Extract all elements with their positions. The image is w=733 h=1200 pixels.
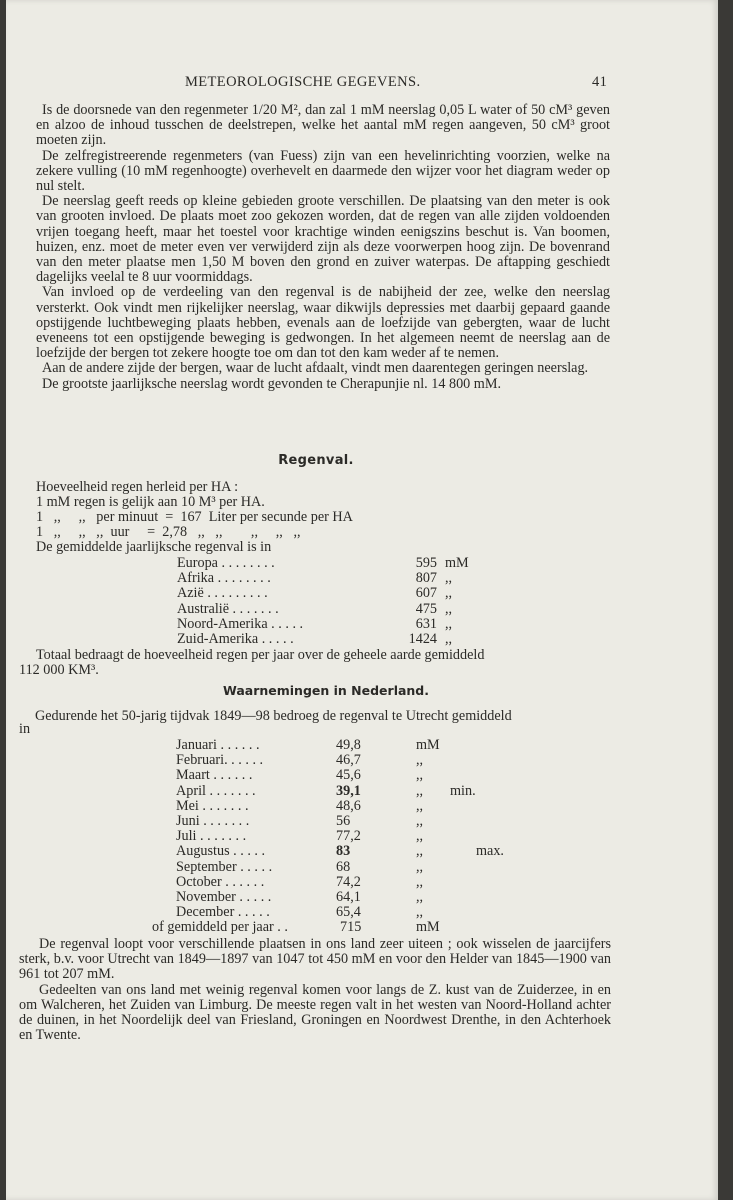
continent-value: 807	[415, 570, 437, 587]
continent-unit: ,,	[445, 585, 453, 602]
total-line-2: 112 000 KM³.	[19, 662, 99, 678]
month-unit: ,,	[416, 828, 424, 845]
paragraph-doorsnede: Is de doorsnede van den regenmeter 1/20 M², dan zal 1 mM neerslag 0,05 L water of 50 cM³ geven en alzoo de inhoud tusschen de deelstrepen, welke het aantal mM regen aangeven, 50 cM³ groot moeten zijn.	[36, 102, 610, 149]
continent-name: Azië . . . . . . . . .	[177, 585, 268, 602]
continent-row	[177, 556, 477, 571]
book-edge	[718, 0, 733, 1200]
month-row	[176, 799, 516, 814]
month-value: 49,8	[336, 737, 361, 753]
month-name: October . . . . . .	[176, 873, 265, 890]
month-row	[176, 844, 516, 859]
running-head: METEOROLOGISCHE GEGEVENS.	[185, 74, 421, 90]
month-unit: ,,	[416, 767, 424, 784]
paragraph-invloed: Van invloed op de verdeeling van den regenval is de nabijheid der zee, welke den neerslag versterkt. Ook vindt men rijkelijker neerslag, waar dikwijls depressies met daarbij gepaard gaande opstijgende luchtbeweging plaats hebben, evenals aan de loefzijde van gebergten, waar de lucht eveneens tot een opstijgende beweging is gedwongen. In het algemeen neemt de neerslag aan de loefzijde der bergen tot zekere hoogte toe om dan tot den kam weder af te nemen.	[36, 284, 610, 362]
continent-row	[177, 602, 477, 617]
month-row	[176, 753, 516, 768]
month-name: Juni . . . . . . .	[176, 813, 250, 829]
continent-unit: ,,	[445, 615, 453, 632]
month-row	[176, 875, 516, 890]
book-page	[6, 0, 718, 1200]
continent-row	[177, 571, 477, 586]
month-name: November . . . . .	[176, 889, 272, 905]
intro-section	[36, 103, 610, 392]
continent-unit: ,,	[445, 600, 453, 617]
continent-unit: mM	[445, 555, 469, 571]
continent-row	[177, 586, 477, 601]
month-name: Juli . . . . . . .	[176, 828, 247, 845]
month-row	[176, 768, 516, 783]
continent-name: Zuid-Amerika . . . . .	[177, 631, 294, 647]
month-value: 48,6	[336, 797, 361, 814]
month-name: December . . . . .	[176, 904, 270, 921]
year-unit: mM	[416, 919, 440, 936]
continent-value: 595	[415, 555, 437, 571]
paragraph-andere-zijde: Aan de andere zijde der bergen, waar de lucht afdaalt, vindt men daarentegen geringen neerslag.	[42, 360, 589, 377]
month-value: 64,1	[336, 889, 361, 905]
month-name: Januari . . . . . .	[176, 737, 260, 753]
month-unit: ,,	[416, 843, 424, 860]
month-name: Augustus . . . . .	[176, 843, 266, 860]
month-row	[176, 860, 516, 875]
month-value: 39,1	[336, 782, 361, 799]
utrecht-intro-line-1: Gedurende het 50-jarig tijdvak 1849—98 bedroeg de regenval te Utrecht gemiddeld	[35, 708, 512, 724]
month-name: September . . . . .	[176, 858, 273, 875]
month-row	[176, 738, 516, 753]
month-value: 65,4	[336, 904, 361, 921]
month-value: 74,2	[336, 873, 361, 890]
month-name: Maart . . . . . .	[176, 767, 253, 784]
month-unit: ,,	[416, 752, 424, 769]
closing-section	[19, 937, 611, 1043]
month-table	[152, 737, 516, 938]
continent-table	[177, 556, 477, 648]
continent-unit: ,,	[445, 631, 453, 647]
month-row	[176, 784, 516, 799]
continent-name: Europa . . . . . . . .	[177, 555, 275, 571]
continent-value: 607	[415, 585, 437, 602]
month-note: min.	[450, 782, 476, 799]
regen-line-5: De gemiddelde jaarlijksche regenval is in	[36, 539, 272, 555]
month-value: 46,7	[336, 752, 361, 769]
paragraph-gedeelten: Gedeelten van ons land met weinig regenval komen voor langs de Z. kust van de Zuiderzee, in en om Walcheren, het Zuiden van Limburg. De meeste regen valt in het westen van Noord-Holland achter de duinen, in het Noordelijk deel van Friesland, Groningen en Noordwest Drenthe, in den Achterhoek en Twente.	[19, 981, 611, 1044]
continent-name: Afrika . . . . . . . .	[177, 570, 271, 587]
month-value: 77,2	[336, 828, 361, 845]
page-number: 41	[592, 74, 608, 90]
month-value: 45,6	[336, 767, 361, 784]
paragraph-uiteen: De regenval loopt voor verschillende plaatsen in ons land zeer uiteen ; ook wisselen de jaarcijfers sterk, b.v. voor Utrecht van 1849—1897 van 1047 tot 450 mM en voor den Helder van 1845—1900 van 961 tot 207 mM.	[19, 936, 611, 983]
total-line-1: Totaal bedraagt de hoeveelheid regen per jaar over de geheele aarde gemiddeld	[36, 647, 485, 663]
month-name: Februari. . . . . .	[176, 752, 264, 769]
month-name: April . . . . . . .	[176, 782, 256, 799]
month-unit: ,,	[416, 889, 424, 905]
continent-row	[177, 617, 477, 632]
month-row	[176, 905, 516, 920]
year-label: of gemiddeld per jaar . .	[152, 919, 288, 936]
month-unit: ,,	[416, 797, 424, 814]
month-name: Mei . . . . . . .	[176, 797, 249, 814]
continent-value: 1424	[408, 631, 437, 647]
month-value: 68	[336, 858, 351, 875]
regen-line-1: Hoeveelheid regen herleid per HA :	[36, 479, 239, 495]
month-unit: ,,	[416, 873, 424, 890]
month-row	[176, 890, 516, 905]
month-value: 56	[336, 813, 351, 829]
month-row	[176, 814, 516, 829]
continent-unit: ,,	[445, 570, 453, 587]
year-value: 715	[340, 919, 362, 936]
month-row	[176, 829, 516, 844]
regen-line-4: 1 ,, ,, ,, uur = 2,78 ,, ,, ,, ,, ,,	[36, 524, 301, 540]
paragraph-cherapunjie: De grootste jaarlijksche neerslag wordt gevonden te Cherapunjie nl. 14 800 mM.	[42, 375, 502, 392]
paragraph-zelfregistreerende: De zelfregistreerende regenmeters (van Fuess) zijn van een hevelinrichting voorzien, welke na zekere vulling (10 mM regenhoogte) overhevelt en daarmede den wijzer voor het diagram weder op nul stelt.	[36, 147, 610, 195]
month-unit: mM	[416, 737, 440, 753]
utrecht-intro-line-2: in	[19, 721, 31, 737]
continent-name: Noord-Amerika . . . . .	[177, 615, 304, 632]
month-unit: ,,	[416, 782, 424, 799]
month-unit: ,,	[416, 813, 424, 829]
heading-regenval: Regenval.	[278, 453, 354, 468]
month-unit: ,,	[416, 858, 424, 875]
month-note: max.	[476, 843, 504, 860]
regen-line-3: 1 ,, ,, per minuut = 167 Liter per secunde per HA	[36, 509, 353, 525]
regen-line-2: 1 mM regen is gelijk aan 10 M³ per HA.	[36, 494, 265, 510]
heading-nederland: Waarnemingen in Nederland.	[222, 683, 430, 698]
paragraph-plaatsing: De neerslag geeft reeds op kleine gebieden groote verschillen. De plaatsing van den meter is ook van grooten invloed. De plaats moet zoo gekozen worden, dat de regen van alle zijden voldoenden vrijen toegang heeft, maar het toestel voor krachtige winden eenigszins beschut is. Van boomen, huizen, enz. moet de meter even ver verwijderd zijn als deze voorwerpen hoog zijn. De bovenrand van den meter plaatse men 1,50 M boven den grond en zuiver waterpas. De aftapping geschiedt dagelijks veelal te 8 uur voormiddags.	[36, 193, 610, 286]
continent-value: 475	[415, 600, 437, 617]
month-value: 83	[336, 843, 351, 860]
continent-row	[177, 632, 477, 647]
year-total-row	[152, 920, 512, 935]
month-unit: ,,	[416, 904, 424, 921]
continent-value: 631	[415, 615, 437, 632]
page-header	[6, 74, 718, 94]
continent-name: Australië . . . . . . .	[177, 600, 279, 617]
